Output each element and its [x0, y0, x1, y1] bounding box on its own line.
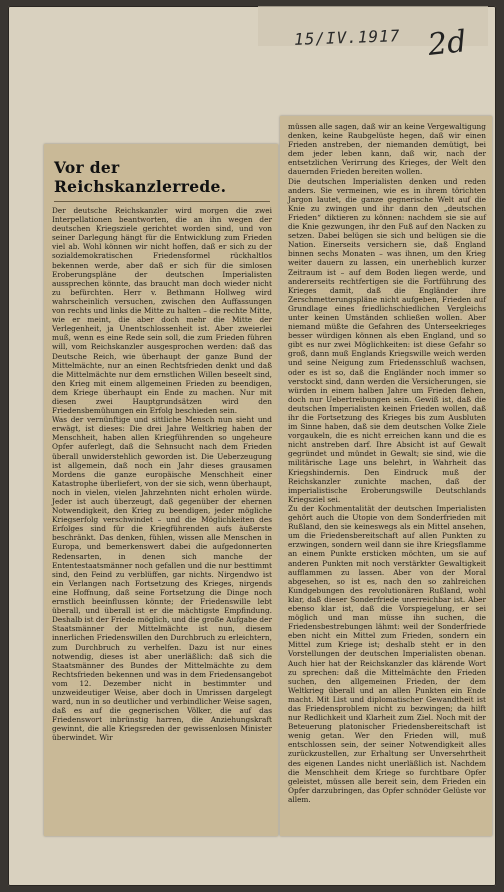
article-column-left: Der deutsche Reichskanzler wird morgen die zwei Interpellationen beantworten, die an ihn wegen der deutschen Kriegsziele gerichtet worden sind, und von seiner Darlegung hängt für die Entwicklung zum Frieden viel ab. Wohl können wir nicht hoffen, daß er sich zu der sozialdemokratischen Friedensformel rückhaltlos bekennen werde, aber daß er sich für die simlosen Eroberungspläne der deutschen Imperialisten aussprechen könnte, das braucht man doch wieder nicht zu befürchten. Herr v. Bethmann Hollweg wird wahrscheinlich versuchen, zwischen den Auffassungen von rechts und links die Mitte zu halten – die rechte Mitte, wie er meint, die aber doch mehr die Mitte der Verlegenheit, ja Unentschlossenheit ist. Aber zweierlei muß, wenn es eine Rede sein soll, die zum Frieden führen will, vom Reichskanzler ausgesprochen werden: daß das Deutsche Reich, wie überhaupt der ganze Bund der Mittelmächte, nur an einen Rechtsfrieden denkt und daß die Mittelmächte nur dem ernstlichen Willen beseelt sind, den Krieg mit einem allgemeinen Frieden zu beendigen, dem Kriege überhaupt ein Ende zu machen. Nur mit diesen zwei Hauptgrundsätzen wird den Friedensbemühungen ein Erfolg beschieden sein. Was der vernünftige und sittliche Mensch nun sieht und erwägt, ist dieses: Die drei Jahre Weltkrieg haben der Menschheit, haben allen Kriegführenden so ungeheure Opfer auferlegt, daß die Sehnsucht nach dem Frieden überall unwiderstehlich geworden ist. Die Ueberzeugung ist allgemein, daß noch ein Jahr dieses grausamen Mordens die ganze europäische Menschheit einer Katastrophe überliefert, von der sie sich, wenn überhaupt, noch in vielen, vielen Jahrzehnten nicht erholen würde. Jeder ist auch überzeugt, daß gegenüber der ehernen Notwendigkeit, den Krieg zu beendigen, jeder mögliche Kriegserfolg verschwindet – und die Möglichkeiten des Erfolges sind für die Kriegführenden aufs äußerste beschränkt. Das denken, fühlen, wissen alle Menschen in Europa, und bemerkenswert dabei die aufgedonnerten Redensarten, in denen sich manche der Ententestaatsmänner noch gefallen und die nur besttimmt sind, den Feind zu verblüffen, gar nichts. Nirgendwo ist ein Verlangen nach Fortsetzung des Krieges, nirgends eine Hoffnung, daß seine Fortsetzung die Dinge noch ernstlich beeinflussen könnte; der Friedenswille lebt überall, und überall ist er die mächtigste Empfindung. Deshalb ist der Friede möglich, und die große Aufgabe der Staatsmänner der Mittelmächte ist nun, diesem innerlichen Friedenswillen den Durchbruch zu erleichtern, zum Durchbruch zu verhelfen. Dazu ist nur eines notwendig, dieses ist aber unerläßlich: daß sich die Staatsmänner des Bundes der Mittelmächte zu dem Rechtsfrieden bekennen und was in dem Friedensangebot vom 12. Dezember nicht in bestimmter und unzweideutiger Weise, aber doch in Umrissen dargelegt ward, nun in so deutlicher und verbindlicher Weise sagen, daß es auf die gegnerischen Völker, die auf das Friedenswort inbrünstig harren, die Anziehungskraft gewinnt, die alle Kriegsreden der gewissenlosen Minister überwindet. Wir	[52, 206, 272, 743]
archive-page	[8, 6, 496, 886]
handwritten-page-number: 2d	[426, 24, 469, 63]
article-headline: Vor der Reichskanzlerrede.	[54, 158, 270, 202]
handwritten-date: 15/IV.1917	[293, 26, 401, 49]
article-column-right: müssen alle sagen, daß wir an keine Vergewaltigung denken, keine Raubgelüste hegen, daß wir einen Frieden anstreben, der niemanden demütigt, bei dem jeder leben kann, daß wir, nach der entsetzlichen Verirrung des Krieges, der Welt den dauernden Frieden bereiten wollen. Die deutschen Imperialisten denken und reden anders. Sie vermeinen, wie es in ihrem törichten Jargon lautet, die ganze gegnerische Welt auf die Knie zu zwingen und ihr dann den „deutschen Frieden“ diktieren zu können: nachdem sie sie auf die Knie gezwungen, ihr den Fuß auf den Nacken zu setzen. Dabei belügen sie sich und belügen sie die Nation. Einerseits versichern sie, daß England binnen sechs Monaten – was ihnen, um den Krieg weiter dauern zu lassen, ein unerheblich kurzer Zeitraum ist – auf dem Boden liegen werde, und andererseits rechtfertigen sie die Fortführung des Krieges damit, daß die Engländer ihre Zerschmetterungspläne nicht aufgeben, Frieden auf Grundlage eines friedlichschiedlichen Vergleichs unter keinen Umständen schließen wollen. Aber niemand müßte die Gefahren des Unterseekrieges besser würdigen können als eben England, und so gibt es nur zwei Möglichkeiten: ist diese Gefahr so groß, dann muß Englands Kriegswille weich werden und seine Neigung zum Friedensschluß wachsen, oder es ist so, daß die Engländer noch immer so verstockt sind, dann werden die Versicherungen, sie würden in einem halben Jahre um Frieden flehen, doch nur Uebertreibungen sein. Gewiß ist, daß die deutschen Imperialisten keinen Frieden wollen, daß ihr die Fortsetzung des Krieges bis zum Ausbluten im Sinne haben, daß sie dem deutschen Volke Ziele vorgaukeln, die es nicht erreichen kann und die es nicht anstreben darf. Ihre Absicht ist auf Gewalt gegründet und mündet in Gewalt; sie sind, wie die militärische Lage uns belehrt, in Wahrheit das Kriegshindernis. Den Eindruck muß der Reichskanzler zunichte machen, daß der imperialistische Eroberungswille Deutschlands Kriegsziel sei. Zu der Kochmentalität der deutschen Imperialisten gehört auch die Utopie von dem Sonderfrieden mit Rußland, den sie keineswegs als ein Mittel ansehen, um die Friedensbereitschaft auf allen Punkten zu erzwingen, sondern weil dann sie ihre Kriegsflamme an einem Punkte ersticken möchten, um sie auf anderen Punkten mit noch verstärkter Gewaltigkeit aufflammen zu lassen. Aber von der Moral abgesehen, so ist es, nach den so zahlreichen Kundgebungen des revolutionären Rußland, wohl klar, daß dieser Sonderfriede unerreichbar ist. Aber ebenso klar ist, daß die Vorspiegelung, er sei möglich und man müsse ihn suchen, die Friedensbestrebungen lähmt: weil der Sonderfriede eben nicht ein Mittel zum Frieden, sondern ein Mittel zum Kriege ist; deshalb steht er in den Vorstellungen der deutschen Imperialisten obenan. Auch hier hat der Reichskanzler das klärende Wort zu sprechen: daß die Mittelmächte den Frieden suchen, den allgemeinen Frieden, der dem Weltkrieg überall und an allen Punkten ein Ende macht. Mit List und diplomatischer Gewandtheit ist das Friedensproblem nicht zu bezwingen; da hilft nur Redlichkeit und Klarheit zum Ziel. Noch mit der Beteuerung platonischer Friedensbereitschaft ist wenig getan. Wer den Frieden will, muß entschlossen sein, der seiner Notwendigkeit alles zurückzustellen, zur Erhaltung ser Unversehrtheit des eigenen Landes nicht unerläßlich ist. Nachdem die Menschheit dem Kriege so furchtbare Opfer geleistet, müssen alle bereit sein, dem Frieden ein Opfer darzubringen, das Opfer schnöder Gelüste vor allem.	[288, 122, 486, 804]
newspaper-clipping-left	[44, 144, 278, 836]
newspaper-clipping-right	[280, 116, 492, 836]
